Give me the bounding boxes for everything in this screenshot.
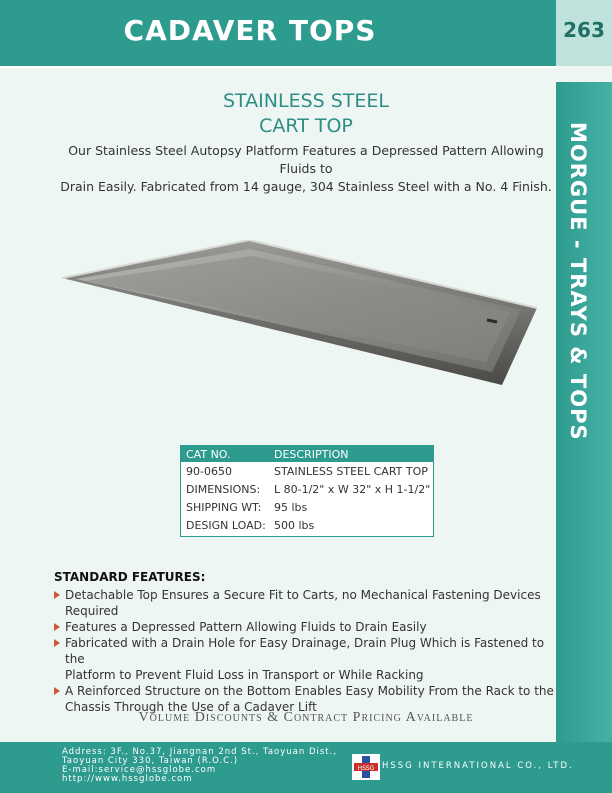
shipping-weight-label: SHIPPING WT: bbox=[186, 501, 262, 514]
table-row bbox=[181, 516, 433, 534]
spec-table bbox=[180, 445, 434, 537]
feature-text: Fabricated with a Drain Hole for Easy Drainage, Drain Plug Which is Fastened to the bbox=[65, 636, 545, 666]
product-description bbox=[50, 142, 562, 196]
cat-no-value: 90-0650 bbox=[186, 465, 232, 478]
bullet-arrow-icon bbox=[54, 687, 60, 695]
spec-table-header bbox=[181, 446, 433, 462]
product-title-line-2: CART TOP bbox=[259, 115, 353, 137]
dimensions-label: DIMENSIONS: bbox=[186, 483, 261, 496]
bullet-arrow-icon bbox=[54, 639, 60, 647]
shipping-weight-value: 95 lbs bbox=[274, 501, 308, 514]
feature-item bbox=[54, 635, 554, 683]
address-line: Taoyuan City 330, Taiwan (R.O.C.) bbox=[62, 756, 239, 766]
features-list bbox=[54, 587, 554, 715]
section-label: MORGUE - TRAYS & TOPS bbox=[566, 122, 590, 441]
page-title: CADAVER TOPS bbox=[123, 14, 377, 47]
product-title bbox=[0, 89, 612, 139]
feature-text: Detachable Top Ensures a Secure Fit to Carts, no Mechanical Fastening Devices Required bbox=[65, 588, 541, 618]
design-load-value: 500 lbs bbox=[274, 519, 315, 532]
bullet-arrow-icon bbox=[54, 591, 60, 599]
feature-text: A Reinforced Structure on the Bottom Enables Easy Mobility From the Rack to the bbox=[65, 684, 554, 698]
promo-banner: Volume Discounts & Contract Pricing Available bbox=[138, 710, 474, 725]
product-title-line-1: STAINLESS STEEL bbox=[222, 90, 390, 112]
table-row bbox=[181, 480, 433, 498]
feature-item bbox=[54, 619, 554, 635]
table-row bbox=[181, 498, 433, 516]
design-load-label: DESIGN LOAD: bbox=[186, 519, 266, 532]
company-name: HSSG INTERNATIONAL CO., LTD. bbox=[382, 761, 574, 771]
header-cat-no: CAT NO. bbox=[186, 448, 231, 461]
header-description: DESCRIPTION bbox=[274, 448, 349, 461]
feature-text: Features a Depressed Pattern Allowing Fluids to Drain Easily bbox=[65, 620, 427, 634]
email-link[interactable]: E-mail:service@hssglobe.com bbox=[62, 765, 217, 775]
product-description-line-1: Our Stainless Steel Autopsy Platform Features a Depressed Pattern Allowing Fluids to bbox=[68, 143, 544, 176]
hssg-logo-icon bbox=[352, 754, 380, 780]
feature-text: Platform to Prevent Fluid Loss in Transport or While Racking bbox=[65, 668, 424, 682]
description-value: STAINLESS STEEL CART TOP bbox=[274, 465, 428, 478]
logo-text: HSSG bbox=[357, 765, 375, 772]
features-title: STANDARD FEATURES: bbox=[54, 570, 206, 584]
bullet-arrow-icon bbox=[54, 623, 60, 631]
feature-item bbox=[54, 587, 554, 619]
cart-top-image bbox=[62, 240, 552, 390]
header-divider bbox=[0, 66, 556, 68]
dimensions-value: L 80-1/2" x W 32" x H 1-1/2" bbox=[274, 483, 431, 496]
page-number-box bbox=[556, 0, 612, 66]
feature-text: Chassis Through the Use of a Cadaver Lift bbox=[65, 700, 317, 714]
website-link[interactable]: http://www.hssglobe.com bbox=[62, 774, 193, 784]
footer-address bbox=[62, 748, 337, 784]
table-row bbox=[181, 462, 433, 480]
address-line: Address: 3F., No.37, Jiangnan 2nd St., Taoyuan Dist., bbox=[62, 747, 338, 757]
page-number: 263 bbox=[563, 18, 605, 42]
product-description-line-2: Drain Easily. Fabricated from 14 gauge, 304 Stainless Steel with a No. 4 Finish. bbox=[60, 179, 552, 194]
